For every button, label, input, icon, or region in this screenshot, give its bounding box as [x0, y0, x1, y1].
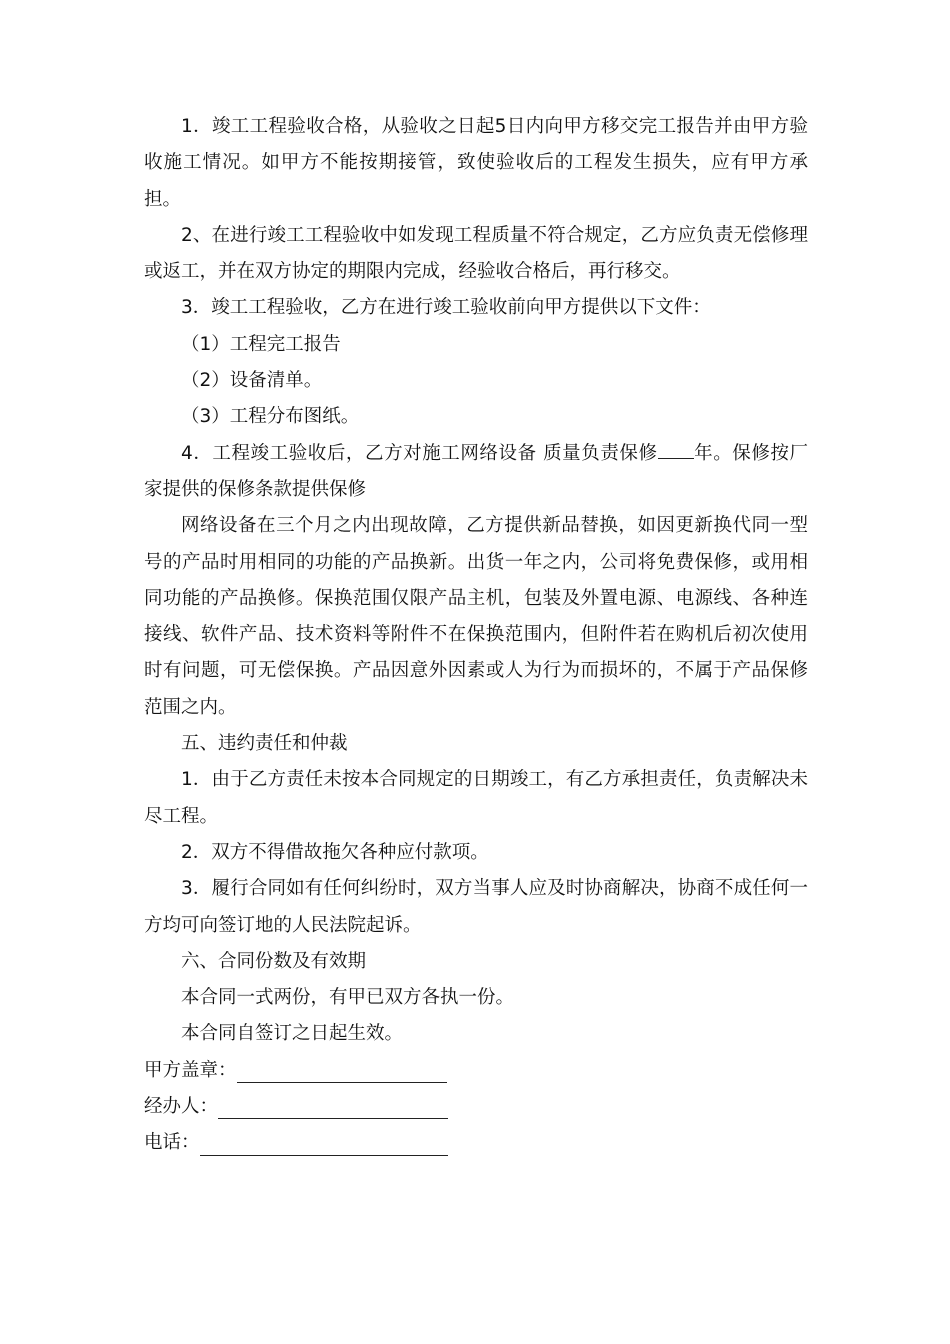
party-a-seal-label: 甲方盖章：: [144, 1059, 237, 1081]
document-list-item: （1）工程完工报告: [181, 333, 341, 355]
effective-clause: 本合同自签订之日起生效。: [181, 1023, 404, 1045]
warranty-years-blank: [658, 440, 694, 459]
agent-row: [144, 1089, 808, 1125]
clause-4-2: 2、在进行竣工工程验收中如发现工程质量不符合规定，乙方应负责无偿修理或返工，并在双方协定的期限内完成，经验收合格后，再行移交。: [144, 224, 808, 283]
contract-page: [144, 109, 808, 1162]
section-heading-6: 六、合同份数及有效期: [181, 950, 367, 972]
warranty-terms: 网络设备在三个月之内出现故障，乙方提供新品替换，如因更新换代同一型号的产品时用相同的功能的产品换新。出货一年之内，公司将免费保修，或用相同功能的产品换修。保换范围仅限产品主机，包装及外置电源、电源线、各种连接线、软件产品、技术资料等附件不在保换范围内，但附件若在购机后初次使用时有问题，可无偿保换。产品因意外因素或人为行为而损坏的，不属于产品保修范围之内。: [144, 515, 808, 718]
section-heading-5: 五、违约责任和仲裁: [181, 733, 348, 755]
clause-5-1: 1．由于乙方责任未按本合同规定的日期竣工，有乙方承担责任，负责解决未尽工程。: [144, 769, 808, 827]
document-list-item: （2）设备清单。: [181, 370, 323, 392]
phone-label: 电话：: [144, 1132, 200, 1154]
clause-4-3: 3．竣工工程验收，乙方在进行竣工验收前向甲方提供以下文件：: [181, 297, 711, 319]
copies-clause: 本合同一式两份，有甲已双方各执一份。: [181, 987, 515, 1009]
clause-4-4-text-a: 4．工程竣工验收后，乙方对施工网络设备 质量负责保修: [181, 442, 658, 464]
clause-4-4-text-b: 年。保修按厂家提供的保修条款提供保修: [144, 442, 808, 500]
phone-line: [200, 1131, 448, 1156]
agent-line: [218, 1094, 448, 1119]
document-list-item: （3）工程分布图纸。: [181, 406, 360, 428]
party-a-seal-line: [237, 1058, 447, 1083]
clause-4-1: 1．竣工工程验收合格，从验收之日起5日内向甲方移交完工报告并由甲方验收施工情况。如甲方不能按期接管，致使验收后的工程发生损失，应有甲方承担。: [144, 116, 808, 210]
clause-5-3: 3．履行合同如有任何纠纷时，双方当事人应及时协商解决，协商不成任何一方均可向签订地的人民法院起诉。: [144, 878, 808, 936]
clause-4-4: [144, 436, 808, 509]
clause-5-2: 2．双方不得借故拖欠各种应付款项。: [181, 841, 489, 863]
party-a-seal-row: [144, 1053, 808, 1089]
agent-label: 经办人：: [144, 1096, 219, 1118]
phone-row: [144, 1125, 808, 1161]
